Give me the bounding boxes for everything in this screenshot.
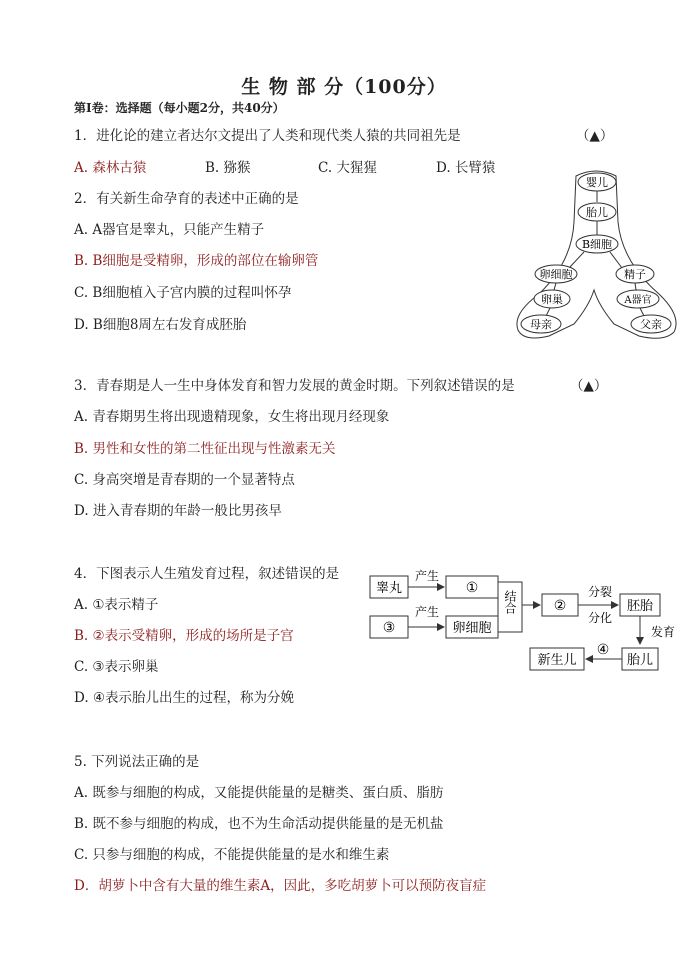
diagram-organ-a-label: A器官 (624, 295, 652, 306)
flow-embryo: 胚胎 (626, 599, 654, 614)
q2-option-b: B. B细胞是受精卵，形成的部位在输卵管 (74, 253, 319, 269)
flow-node-1: ① (465, 580, 479, 596)
diagram-father-label: 父亲 (640, 318, 662, 331)
q5-option-b: B. 既不参与细胞的构成，也不为生命活动提供能量的是无机盐 (74, 816, 444, 832)
flow-divide: 分裂 (587, 585, 613, 599)
question-4-stem: 4．下图表示人生殖发育过程，叙述错误的是 (74, 566, 340, 582)
flow-produce-1: 产生 (414, 569, 440, 583)
q2-option-d: D. B细胞8周左右发育成胚胎 (74, 317, 247, 333)
reproduction-flow-diagram (368, 560, 686, 680)
q4-option-d: D. ④表示胎儿出生的过程，称为分娩 (74, 690, 295, 706)
flow-testis: 睾丸 (375, 581, 403, 596)
flow-node-4: ④ (596, 642, 610, 658)
q4-option-c: C. ③表示卵巢 (74, 659, 159, 675)
flow-produce-2: 产生 (414, 605, 440, 619)
flow-node-2: ② (553, 598, 567, 614)
diagram-ovary-label: 卵巢 (541, 293, 563, 306)
reproduction-tree-diagram (514, 166, 684, 342)
diagram-sperm-label: 精子 (624, 268, 646, 281)
question-1-stem: 1．进化论的建立者达尔文提出了人类和现代类人猿的共同祖先是 (74, 128, 461, 144)
q1-option-c: C. 大猩猩 (318, 160, 377, 176)
q3-option-a: A. 青春期男生将出现遗精现象，女生将出现月经现象 (74, 409, 390, 425)
q3-option-b: B. 男性和女性的第二性征出现与性激素无关 (74, 441, 336, 457)
diagram-b-cell-label: B细胞 (581, 238, 613, 251)
question-1-answer-mark: （▲） (576, 128, 614, 144)
flow-node-3: ③ (382, 620, 396, 636)
diagram-egg-label: 卵细胞 (539, 268, 573, 281)
diagram-mother-label: 母亲 (530, 318, 552, 331)
q3-option-c: C. 身高突增是青春期的一个显著特点 (74, 472, 295, 488)
flow-differentiate: 分化 (587, 611, 613, 625)
question-2-stem: 2．有关新生命孕育的表述中正确的是 (74, 191, 299, 207)
q5-option-a: A. 既参与细胞的构成，又能提供能量的是糖类、蛋白质、脂肪 (74, 785, 444, 801)
page-title: 生 物 部 分（100分） (241, 76, 447, 98)
flow-develop: 发育 (650, 625, 676, 639)
question-5-stem: 5. 下列说法正确的是 (74, 754, 200, 770)
question-3-stem: 3．青春期是人一生中身体发育和智力发展的黄金时期。下列叙述错误的是 (74, 378, 515, 394)
q5-option-d: D．胡萝卜中含有大量的维生素A，因此，多吃胡萝卜可以预防夜盲症 (74, 878, 487, 894)
q4-option-a: A. ①表示精子 (74, 597, 159, 613)
diagram-fetus-label: 胎儿 (586, 206, 608, 219)
q2-option-a: A. A器官是睾丸，只能产生精子 (74, 222, 265, 238)
q1-option-b: B. 猕猴 (205, 160, 251, 176)
q4-option-b: B. ②表示受精卵，形成的场所是子宫 (74, 628, 294, 644)
q5-option-c: C. 只参与细胞的构成，不能提供能量的是水和维生素 (74, 847, 390, 863)
diagram-baby-label: 婴儿 (586, 176, 608, 189)
flow-combine-1: 结合 (503, 590, 517, 614)
question-3-answer-mark: （▲） (570, 378, 608, 394)
q3-option-d: D. 进入青春期的年龄一般比男孩早 (74, 503, 282, 519)
flow-newborn: 新生儿 (537, 653, 577, 668)
flow-egg-cell: 卵细胞 (452, 621, 492, 636)
section-heading: 第Ⅰ卷：选择题（每小题2分，共40分） (74, 101, 285, 115)
q2-option-c: C. B细胞植入子宫内膜的过程叫怀孕 (74, 285, 292, 301)
q1-option-d: D. 长臂猿 (436, 160, 496, 176)
flow-fetus: 胎儿 (626, 653, 654, 668)
q1-option-a: A. 森林古猿 (74, 160, 147, 176)
